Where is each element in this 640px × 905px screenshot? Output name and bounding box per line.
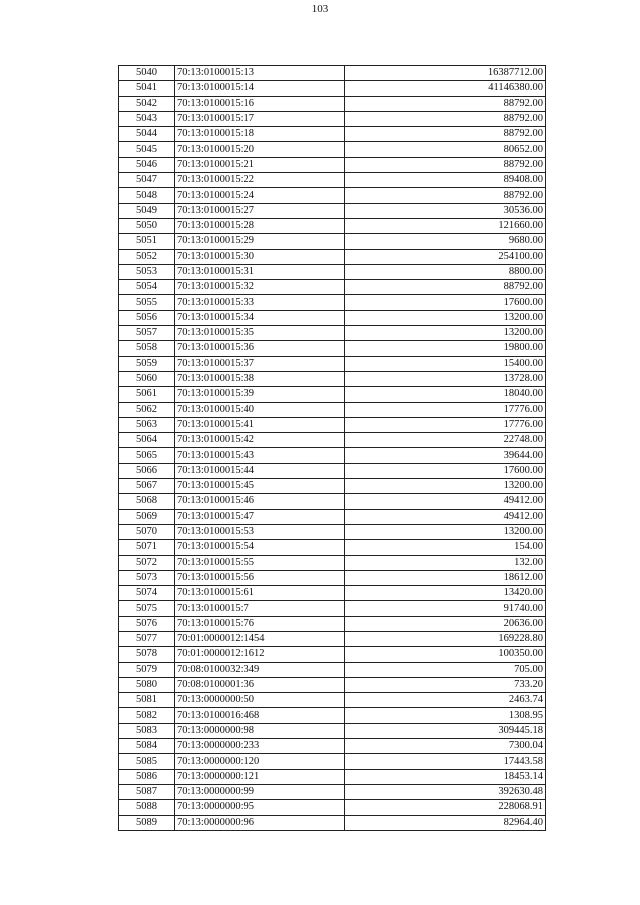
value-cell: 254100.00 <box>345 249 546 264</box>
value-cell: 17776.00 <box>345 402 546 417</box>
value-cell: 13200.00 <box>345 524 546 539</box>
row-number-cell: 5078 <box>119 647 175 662</box>
row-number-cell: 5074 <box>119 586 175 601</box>
value-cell: 89408.00 <box>345 173 546 188</box>
cadastral-number-cell: 70:13:0000000:233 <box>175 739 345 754</box>
value-cell: 154.00 <box>345 540 546 555</box>
table-row <box>119 708 546 723</box>
value-cell: 121660.00 <box>345 218 546 233</box>
value-cell: 13200.00 <box>345 326 546 341</box>
cadastral-number-cell: 70:01:0000012:1454 <box>175 631 345 646</box>
cadastral-number-cell: 70:13:0000000:95 <box>175 800 345 815</box>
row-number-cell: 5062 <box>119 402 175 417</box>
row-number-cell: 5052 <box>119 249 175 264</box>
value-cell: 309445.18 <box>345 723 546 738</box>
table-body <box>119 66 546 831</box>
cadastral-number-cell: 70:13:0100015:17 <box>175 111 345 126</box>
cadastral-value-table <box>118 65 546 831</box>
table-row <box>119 647 546 662</box>
value-cell: 30536.00 <box>345 203 546 218</box>
value-cell: 13200.00 <box>345 479 546 494</box>
value-cell: 88792.00 <box>345 188 546 203</box>
table-row <box>119 631 546 646</box>
table-row <box>119 463 546 478</box>
row-number-cell: 5084 <box>119 739 175 754</box>
value-cell: 17600.00 <box>345 295 546 310</box>
table-row <box>119 494 546 509</box>
cadastral-number-cell: 70:13:0100015:35 <box>175 326 345 341</box>
table-row <box>119 66 546 81</box>
table-row <box>119 218 546 233</box>
cadastral-number-cell: 70:13:0000000:120 <box>175 754 345 769</box>
row-number-cell: 5088 <box>119 800 175 815</box>
cadastral-number-cell: 70:08:0100001:36 <box>175 677 345 692</box>
table-row <box>119 509 546 524</box>
row-number-cell: 5054 <box>119 280 175 295</box>
table-row <box>119 81 546 96</box>
value-cell: 82964.40 <box>345 815 546 830</box>
cadastral-number-cell: 70:13:0100015:28 <box>175 218 345 233</box>
table-row <box>119 662 546 677</box>
value-cell: 132.00 <box>345 555 546 570</box>
cadastral-number-cell: 70:13:0000000:96 <box>175 815 345 830</box>
value-cell: 17600.00 <box>345 463 546 478</box>
value-cell: 88792.00 <box>345 280 546 295</box>
table-row <box>119 295 546 310</box>
table-row <box>119 815 546 830</box>
cadastral-number-cell: 70:13:0100015:31 <box>175 264 345 279</box>
row-number-cell: 5056 <box>119 310 175 325</box>
row-number-cell: 5089 <box>119 815 175 830</box>
value-cell: 39644.00 <box>345 448 546 463</box>
cadastral-number-cell: 70:13:0100015:37 <box>175 356 345 371</box>
row-number-cell: 5070 <box>119 524 175 539</box>
value-cell: 15400.00 <box>345 356 546 371</box>
row-number-cell: 5042 <box>119 96 175 111</box>
cadastral-number-cell: 70:13:0100015:24 <box>175 188 345 203</box>
row-number-cell: 5047 <box>119 173 175 188</box>
cadastral-number-cell: 70:13:0100015:22 <box>175 173 345 188</box>
table-row <box>119 280 546 295</box>
table-row <box>119 173 546 188</box>
cadastral-number-cell: 70:13:0100015:56 <box>175 570 345 585</box>
cadastral-number-cell: 70:13:0100015:45 <box>175 479 345 494</box>
table-row <box>119 433 546 448</box>
cadastral-number-cell: 70:13:0100015:44 <box>175 463 345 478</box>
value-cell: 169228.80 <box>345 631 546 646</box>
cadastral-number-cell: 70:13:0100015:29 <box>175 234 345 249</box>
table-row <box>119 800 546 815</box>
cadastral-number-cell: 70:13:0100015:47 <box>175 509 345 524</box>
table-row <box>119 326 546 341</box>
table-row <box>119 402 546 417</box>
table-row <box>119 677 546 692</box>
value-cell: 16387712.00 <box>345 66 546 81</box>
cadastral-number-cell: 70:13:0100015:46 <box>175 494 345 509</box>
cadastral-number-cell: 70:13:0100015:41 <box>175 417 345 432</box>
value-cell: 392630.48 <box>345 784 546 799</box>
cadastral-number-cell: 70:13:0100015:42 <box>175 433 345 448</box>
table-row <box>119 723 546 738</box>
row-number-cell: 5051 <box>119 234 175 249</box>
value-cell: 17776.00 <box>345 417 546 432</box>
table-row <box>119 616 546 631</box>
cadastral-number-cell: 70:13:0100015:20 <box>175 142 345 157</box>
table-row <box>119 203 546 218</box>
table-row <box>119 479 546 494</box>
row-number-cell: 5057 <box>119 326 175 341</box>
table-row <box>119 157 546 172</box>
value-cell: 18040.00 <box>345 387 546 402</box>
cadastral-number-cell: 70:13:0000000:98 <box>175 723 345 738</box>
value-cell: 91740.00 <box>345 601 546 616</box>
row-number-cell: 5058 <box>119 341 175 356</box>
value-cell: 88792.00 <box>345 111 546 126</box>
table-row <box>119 555 546 570</box>
value-cell: 18453.14 <box>345 769 546 784</box>
cadastral-number-cell: 70:13:0100015:61 <box>175 586 345 601</box>
row-number-cell: 5071 <box>119 540 175 555</box>
row-number-cell: 5081 <box>119 693 175 708</box>
table-row <box>119 371 546 386</box>
table-row <box>119 417 546 432</box>
row-number-cell: 5049 <box>119 203 175 218</box>
table-row <box>119 234 546 249</box>
row-number-cell: 5072 <box>119 555 175 570</box>
table-row <box>119 754 546 769</box>
row-number-cell: 5065 <box>119 448 175 463</box>
row-number-cell: 5083 <box>119 723 175 738</box>
table-row <box>119 784 546 799</box>
value-cell: 705.00 <box>345 662 546 677</box>
cadastral-number-cell: 70:13:0100015:16 <box>175 96 345 111</box>
row-number-cell: 5043 <box>119 111 175 126</box>
cadastral-number-cell: 70:13:0100015:38 <box>175 371 345 386</box>
value-cell: 49412.00 <box>345 494 546 509</box>
cadastral-number-cell: 70:13:0100015:30 <box>175 249 345 264</box>
cadastral-number-cell: 70:13:0100015:27 <box>175 203 345 218</box>
cadastral-number-cell: 70:13:0000000:99 <box>175 784 345 799</box>
cadastral-number-cell: 70:13:0100015:33 <box>175 295 345 310</box>
value-cell: 228068.91 <box>345 800 546 815</box>
table-row <box>119 448 546 463</box>
row-number-cell: 5073 <box>119 570 175 585</box>
value-cell: 733.20 <box>345 677 546 692</box>
row-number-cell: 5048 <box>119 188 175 203</box>
value-cell: 22748.00 <box>345 433 546 448</box>
value-cell: 17443.58 <box>345 754 546 769</box>
value-cell: 49412.00 <box>345 509 546 524</box>
cadastral-number-cell: 70:13:0100015:13 <box>175 66 345 81</box>
value-cell: 88792.00 <box>345 157 546 172</box>
cadastral-number-cell: 70:13:0100015:14 <box>175 81 345 96</box>
table-row <box>119 570 546 585</box>
table-row <box>119 341 546 356</box>
value-cell: 13420.00 <box>345 586 546 601</box>
row-number-cell: 5082 <box>119 708 175 723</box>
row-number-cell: 5045 <box>119 142 175 157</box>
value-cell: 1308.95 <box>345 708 546 723</box>
value-cell: 88792.00 <box>345 127 546 142</box>
value-cell: 41146380.00 <box>345 81 546 96</box>
value-cell: 13200.00 <box>345 310 546 325</box>
table-row <box>119 142 546 157</box>
table-row <box>119 693 546 708</box>
value-cell: 100350.00 <box>345 647 546 662</box>
cadastral-number-cell: 70:08:0100032:349 <box>175 662 345 677</box>
cadastral-number-cell: 70:13:0100015:7 <box>175 601 345 616</box>
table-row <box>119 356 546 371</box>
row-number-cell: 5041 <box>119 81 175 96</box>
value-cell: 88792.00 <box>345 96 546 111</box>
row-number-cell: 5066 <box>119 463 175 478</box>
row-number-cell: 5063 <box>119 417 175 432</box>
table-row <box>119 96 546 111</box>
row-number-cell: 5064 <box>119 433 175 448</box>
value-cell: 18612.00 <box>345 570 546 585</box>
cadastral-number-cell: 70:13:0100015:55 <box>175 555 345 570</box>
row-number-cell: 5085 <box>119 754 175 769</box>
row-number-cell: 5055 <box>119 295 175 310</box>
table-row <box>119 111 546 126</box>
cadastral-number-cell: 70:13:0100016:468 <box>175 708 345 723</box>
table-row <box>119 586 546 601</box>
value-cell: 13728.00 <box>345 371 546 386</box>
page-number: 103 <box>311 3 329 15</box>
row-number-cell: 5080 <box>119 677 175 692</box>
cadastral-number-cell: 70:13:0100015:36 <box>175 341 345 356</box>
cadastral-number-cell: 70:13:0100015:32 <box>175 280 345 295</box>
value-cell: 2463.74 <box>345 693 546 708</box>
cadastral-number-cell: 70:13:0100015:43 <box>175 448 345 463</box>
table-row <box>119 769 546 784</box>
cadastral-number-cell: 70:13:0100015:34 <box>175 310 345 325</box>
row-number-cell: 5079 <box>119 662 175 677</box>
row-number-cell: 5087 <box>119 784 175 799</box>
table-row <box>119 249 546 264</box>
cadastral-number-cell: 70:13:0100015:40 <box>175 402 345 417</box>
row-number-cell: 5061 <box>119 387 175 402</box>
table-row <box>119 739 546 754</box>
cadastral-number-cell: 70:13:0100015:21 <box>175 157 345 172</box>
row-number-cell: 5060 <box>119 371 175 386</box>
cadastral-number-cell: 70:13:0100015:39 <box>175 387 345 402</box>
table-row <box>119 601 546 616</box>
table-row <box>119 188 546 203</box>
row-number-cell: 5067 <box>119 479 175 494</box>
value-cell: 8800.00 <box>345 264 546 279</box>
row-number-cell: 5077 <box>119 631 175 646</box>
row-number-cell: 5050 <box>119 218 175 233</box>
value-cell: 7300.04 <box>345 739 546 754</box>
cadastral-number-cell: 70:01:0000012:1612 <box>175 647 345 662</box>
row-number-cell: 5053 <box>119 264 175 279</box>
row-number-cell: 5040 <box>119 66 175 81</box>
table-row <box>119 310 546 325</box>
value-cell: 20636.00 <box>345 616 546 631</box>
row-number-cell: 5046 <box>119 157 175 172</box>
cadastral-number-cell: 70:13:0100015:18 <box>175 127 345 142</box>
row-number-cell: 5069 <box>119 509 175 524</box>
value-cell: 19800.00 <box>345 341 546 356</box>
row-number-cell: 5059 <box>119 356 175 371</box>
table-row <box>119 387 546 402</box>
table-row <box>119 127 546 142</box>
value-cell: 80652.00 <box>345 142 546 157</box>
cadastral-number-cell: 70:13:0100015:54 <box>175 540 345 555</box>
row-number-cell: 5076 <box>119 616 175 631</box>
value-cell: 9680.00 <box>345 234 546 249</box>
cadastral-number-cell: 70:13:0100015:76 <box>175 616 345 631</box>
cadastral-number-cell: 70:13:0000000:121 <box>175 769 345 784</box>
cadastral-number-cell: 70:13:0000000:50 <box>175 693 345 708</box>
row-number-cell: 5044 <box>119 127 175 142</box>
row-number-cell: 5068 <box>119 494 175 509</box>
cadastral-number-cell: 70:13:0100015:53 <box>175 524 345 539</box>
table-row <box>119 540 546 555</box>
row-number-cell: 5086 <box>119 769 175 784</box>
row-number-cell: 5075 <box>119 601 175 616</box>
table-row <box>119 264 546 279</box>
table-row <box>119 524 546 539</box>
